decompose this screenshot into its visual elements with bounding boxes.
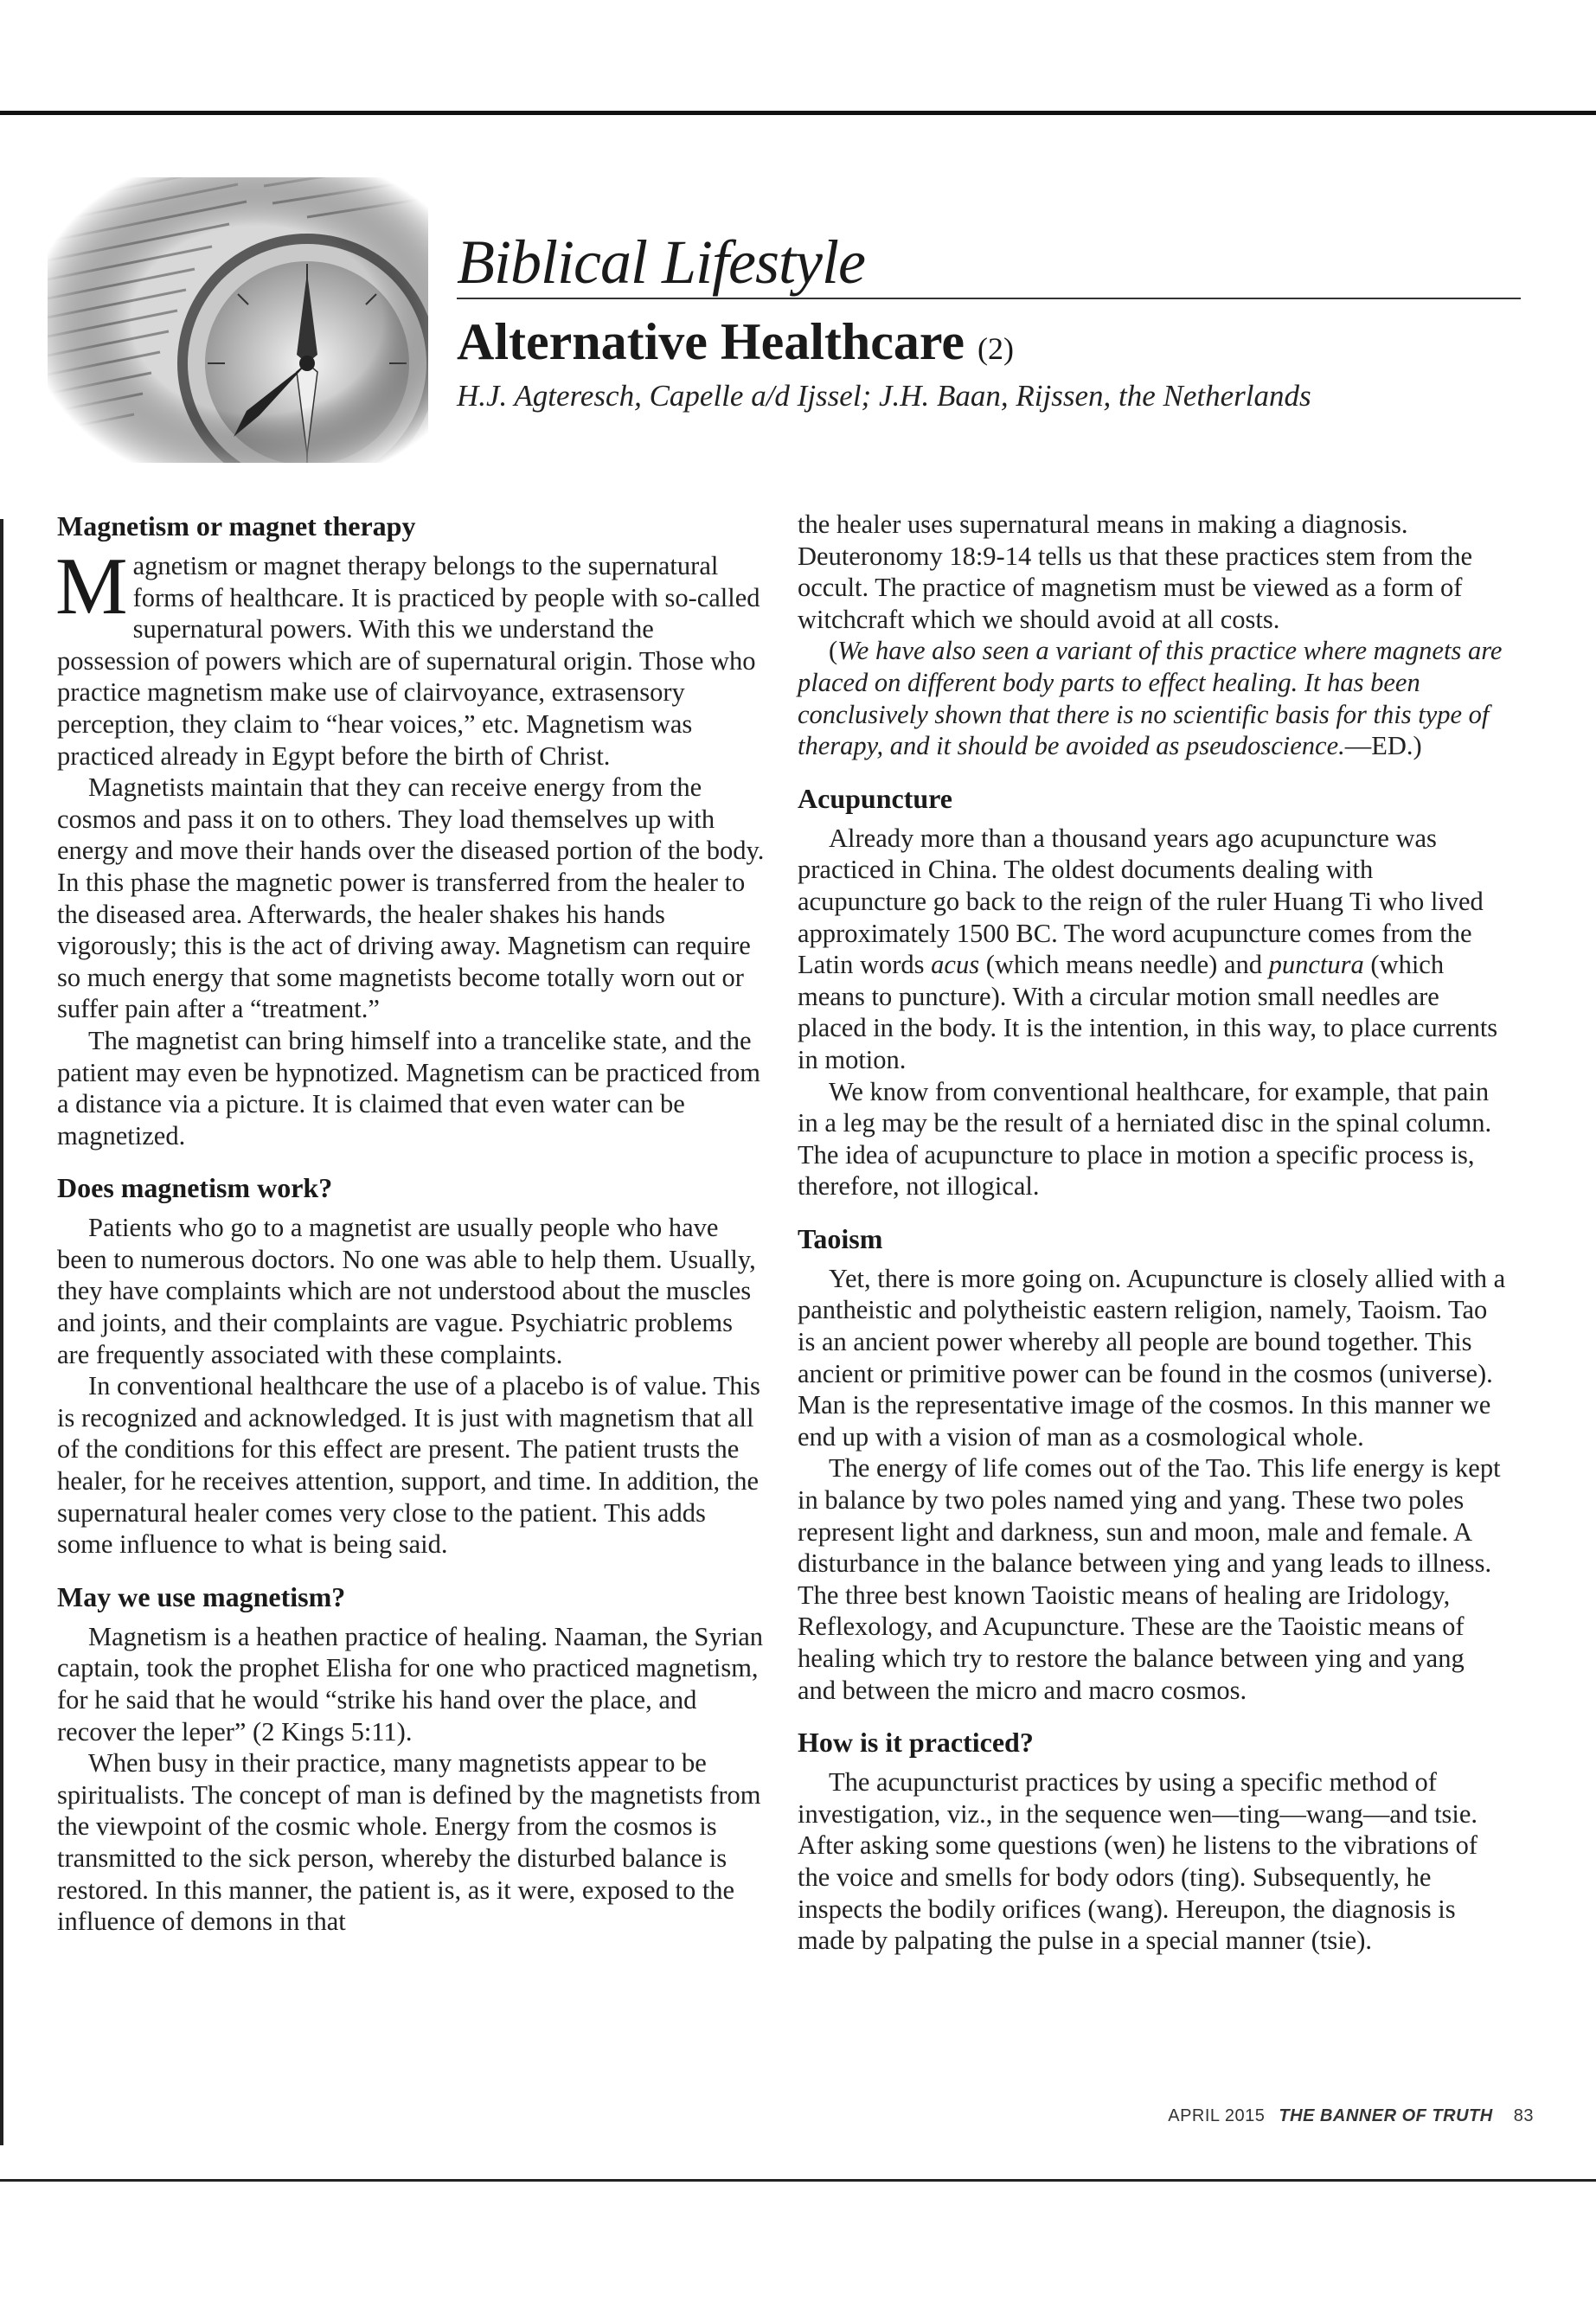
article-byline: H.J. Agteresch, Capelle a/d Ijssel; J.H. Baan, Rijssen, the Netherlands xyxy=(457,379,1311,413)
section-heading: Magnetism or magnet therapy xyxy=(57,510,416,542)
editor-note xyxy=(798,635,1507,761)
page-footer xyxy=(1168,2106,1534,2126)
page-number: 83 xyxy=(1513,2106,1534,2125)
editor-note-sign: —ED.) xyxy=(1344,731,1422,761)
editor-note-text: We have also seen a variant of this practice where magnets are placed on different body parts to effect healing. It has been conclusively shown that there is no scientific basis for this type of therapy, and it should be avoided as pseudoscience. xyxy=(798,636,1503,761)
right-column xyxy=(798,509,1507,1957)
paragraph-text: (which means to puncture). With a circular motion small needles are placed in the body. It is the intention, in this way, to place currents in motion. xyxy=(798,950,1498,1074)
magazine-name: THE BANNER OF TRUTH xyxy=(1279,2106,1493,2125)
drop-cap: M xyxy=(55,542,128,631)
paragraph: The energy of life comes out of the Tao. This life energy is kept in balance by two poles named ying and yang. These two poles represent light and darkness, sun and moon, male and female. A disturbance in the balance between ying and yang leads to illness. The three best known Taoistic means of healing are Iridology, Reflexology, and Acupuncture. These are the Taoistic means of healing which try to restore the balance between ying and yang and between the micro and macro cosmos. xyxy=(798,1453,1501,1705)
paragraph: the healer uses supernatural means in making a diagnosis. Deuteronomy 18:9-14 tells us that these practices stem from the occult. The practice of magnetism must be viewed as a form of witchcraft which we should avoid at all costs. xyxy=(798,510,1473,634)
paragraph: The magnetist can bring himself into a trancelike state, and the patient may even be hypnotized. Magnetism can be practiced from a distance via a picture. It is claimed that even water can be magnetized. xyxy=(57,1025,761,1150)
top-rule xyxy=(0,111,1596,115)
left-edge-rule xyxy=(0,519,3,2145)
paragraph-text: (which means needle) and xyxy=(979,950,1269,980)
left-column xyxy=(57,509,766,1938)
paragraph xyxy=(55,542,766,772)
paragraph: Magnetism is a heathen practice of healing. Naaman, the Syrian captain, took the prophet Elisha for one who practiced magnetism, for he said that he would “strike his hand over the place, and recover the leper” (2 Kings 5:11). xyxy=(57,1621,764,1747)
bottom-rule xyxy=(0,2179,1596,2182)
paragraph-text: Already more than a thousand years ago acupuncture was practiced in China. The oldest documents dealing with acupuncture go back to the reign of the ruler Huang Ti who lived approximately 1500 BC. The word acupuncture comes from the Latin words xyxy=(798,823,1484,980)
article-title xyxy=(457,311,1014,379)
section-kicker: Biblical Lifestyle xyxy=(457,227,1521,299)
latin-term: acus xyxy=(931,950,980,980)
article-part-number: (2) xyxy=(977,331,1015,366)
section-heading: May we use magnetism? xyxy=(57,1580,346,1612)
editor-note-open: ( xyxy=(829,636,838,666)
section-heading: Acupuncture xyxy=(798,782,952,814)
paragraph: The acupuncturist practices by using a specific method of investigation, viz., in the sequence wen—ting—wang—and tsie. After asking some questions (wen) he listens to the vibrations of the voice and smells for body odors (ting). Subsequently, he inspects the bodily orifices (wang). Hereupon, the diagnosis is made by palpating the pulse in a special manner (tsie). xyxy=(798,1767,1478,1956)
compass-on-bible-icon xyxy=(48,177,428,463)
paragraph: Patients who go to a magnetist are usually people who have been to numerous doctors. No one was able to help them. Usually, they have complaints which are not understood about the muscles and joints, and their complaints are vague. Psychiatric problems are frequently associated with these complaints. xyxy=(57,1213,756,1369)
paragraph: When busy in their practice, many magnetists appear to be spiritualists. The concept of man is defined by the magnetists from the viewpoint of the cosmic whole. Energy from the cosmos is transmitted to the sick person, whereby the disturbed balance is restored. In this manner, the patient is, as it were, exposed to the influence of demons in that xyxy=(57,1748,761,1937)
paragraph: In conventional healthcare the use of a placebo is of value. This is recognized and acknowledged. It is just with magnetism that all of the conditions for this effect are present. The patient trusts the healer, for he receives attention, support, and time. In addition, the supernatural healer comes very close to the patient. This adds some influence to what is being said. xyxy=(57,1371,760,1560)
article-title-text: Alternative Healthcare xyxy=(457,313,965,370)
latin-term: punctura xyxy=(1268,950,1364,980)
section-heading: Does magnetism work? xyxy=(57,1172,333,1204)
paragraph: We know from conventional healthcare, for example, that pain in a leg may be the result of a herniated disc in the spinal column. The idea of acupuncture to place in motion a specific process is, therefore, not illogical. xyxy=(798,1076,1492,1202)
issue-date: APRIL 2015 xyxy=(1168,2106,1266,2125)
paragraph: Magnetists maintain that they can receive energy from the cosmos and pass it on to others. They load themselves up with energy and move their hands over the diseased portion of the body. In this phase the magnetic power is transferred from the healer to the diseased area. Afterwards, the healer shakes his hands vigorously; this is the act of driving away. Magnetism can require so much energy that some magnetists become totally worn out or suffer pain after a “treatment.” xyxy=(57,772,765,1024)
paragraph: Yet, there is more going on. Acupuncture is closely allied with a pantheistic and polytheistic eastern religion, namely, Taoism. Tao is an ancient power whereby all people are bound together. This ancient or primitive power can be found in the cosmos (universe). Man is the representative image of the cosmos. In this manner we end up with a vision of man as a cosmological whole. xyxy=(798,1263,1506,1452)
section-heading: Taoism xyxy=(798,1222,883,1254)
paragraph-text: agnetism or magnet therapy belongs to the supernatural forms of healthcare. It is practiced by people with so-called supernatural powers. With this we understand the possession of powers which are of supernatural origin. Those who practice magnetism make use of clairvoyance, extrasensory perception, they claim to “hear voices,” etc. Magnetism was practiced already in Egypt before the birth of Christ. xyxy=(57,551,760,771)
paragraph xyxy=(798,823,1507,1076)
compass-on-bible-photo xyxy=(48,177,428,463)
section-heading: How is it practiced? xyxy=(798,1727,1034,1759)
